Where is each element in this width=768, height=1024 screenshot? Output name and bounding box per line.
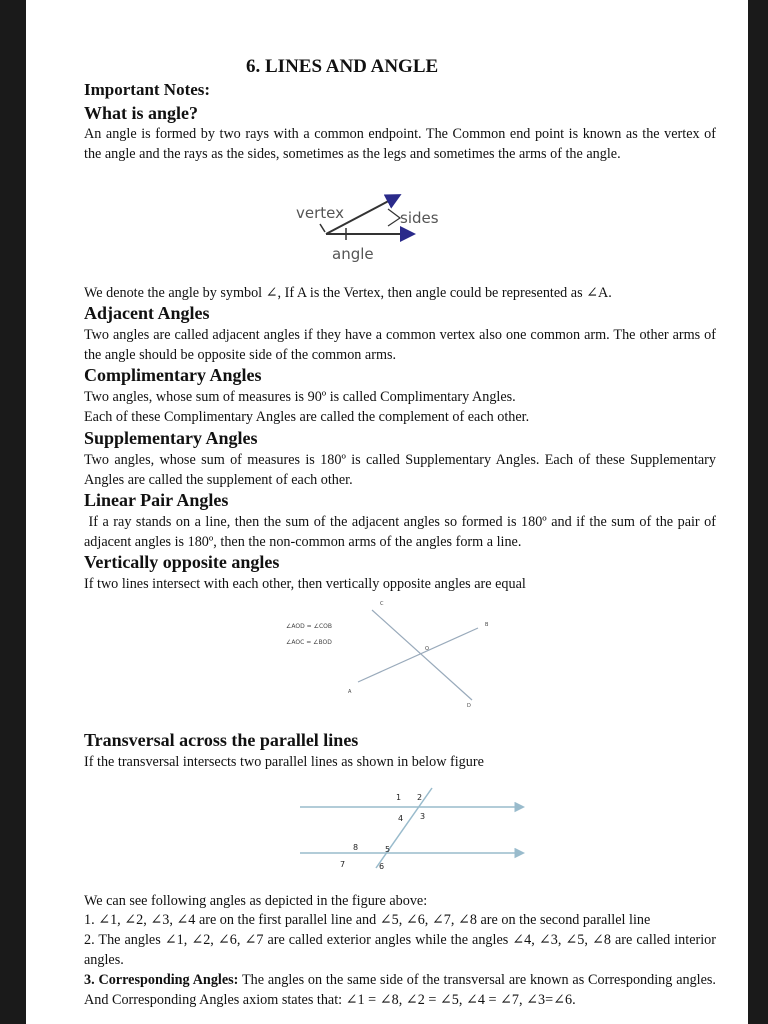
label-d: D <box>467 703 471 709</box>
angle-number-1: 1 <box>396 793 402 802</box>
angle-label: angle <box>332 245 374 263</box>
what-is-angle-heading: What is angle? <box>84 103 199 123</box>
vertically-opposite-text: If two lines intersect with each other, then vertically opposite angles are equal <box>84 576 526 592</box>
corresponding-angles-text: The angles on the same side of the transversal are known as Corresponding angles. And Corresponding Angles axiom states that: ∠1 = ∠8, ∠2 = ∠5, ∠4 = ∠7, ∠3=∠6. <box>84 972 716 1008</box>
label-b: B <box>485 622 489 628</box>
transversal-heading: Transversal across the parallel lines <box>84 730 359 750</box>
complimentary-line1: Two angles, whose sum of measures is 90º is called Complimentary Angles. <box>84 389 516 405</box>
linear-pair-text: If a ray stands on a line, then the sum of the adjacent angles so formed is 180º and if the sum of the pair of adjacent angles is 180º, then the non-common arms of the angles form a line. <box>84 514 720 550</box>
equation-aoc-bod: ∠AOC = ∠BOD <box>286 639 332 646</box>
transversal-line <box>376 788 432 868</box>
complimentary-line2: Each of these Complimentary Angles are called the complement of each other. <box>84 409 530 425</box>
angle-number-5: 5 <box>385 845 391 854</box>
line-ab <box>358 628 478 682</box>
document-page <box>26 0 748 1024</box>
following-intro: We can see following angles as depicted in the figure above: <box>84 893 428 909</box>
angle-number-4: 4 <box>398 814 404 823</box>
what-is-angle-text: An angle is formed by two rays with a common endpoint. The Common end point is known as the vertex of the angle and the rays as the sides, sometimes as the legs and sometimes the arms of the angle. <box>84 126 716 162</box>
denote-text: We denote the angle by symbol ∠, If A is the Vertex, then angle could be represented as ∠A. <box>84 285 612 301</box>
vertex-pointer <box>320 224 325 232</box>
label-a: A <box>348 689 352 695</box>
transversal-text: If the transversal intersects two parallel lines as shown in below figure <box>84 754 484 770</box>
following-item-2: 2. The angles ∠1, ∠2, ∠6, ∠7 are called exterior angles while the angles ∠4, ∠3, ∠5, ∠8 are called interior angles. <box>84 932 716 968</box>
angle-number-2: 2 <box>417 793 423 802</box>
vertically-opposite-heading: Vertically opposite angles <box>84 552 280 572</box>
following-item-1: 1. ∠1, ∠2, ∠3, ∠4 are on the first parallel line and ∠5, ∠6, ∠7, ∠8 are on the second parallel line <box>84 912 651 928</box>
following-item-3 <box>84 970 716 1010</box>
angle-number-6: 6 <box>379 862 385 871</box>
supplementary-text: Two angles, whose sum of measures is 180º is called Supplementary Angles. Each of these Supplementary Angles are called the supplement of each other. <box>84 452 716 488</box>
sides-label: sides <box>400 209 439 227</box>
vertex-label: vertex <box>296 204 344 222</box>
equation-aod-cob: ∠AOD = ∠COB <box>286 623 332 630</box>
angle-number-7: 7 <box>340 860 346 869</box>
transversal-diagram <box>294 776 534 876</box>
angle-diagram <box>288 188 458 268</box>
corresponding-angles-label: 3. Corresponding Angles: <box>84 972 239 988</box>
angle-number-8: 8 <box>353 843 359 852</box>
vertically-opposite-diagram <box>254 596 504 716</box>
page-title: 6. LINES AND ANGLE <box>246 56 439 77</box>
angle-number-3: 3 <box>420 812 426 821</box>
line-cd <box>372 610 472 700</box>
linear-pair-heading: Linear Pair Angles <box>84 490 229 510</box>
label-o: O <box>425 646 429 652</box>
supplementary-heading: Supplementary Angles <box>84 428 258 448</box>
label-c: C <box>380 601 384 607</box>
adjacent-text: Two angles are called adjacent angles if they have a common vertex also one common arm. The other arms of the angle should be opposite side of the common arms. <box>84 327 716 363</box>
sides-brace <box>388 209 400 226</box>
complimentary-heading: Complimentary Angles <box>84 365 262 385</box>
important-notes-heading: Important Notes: <box>84 80 211 99</box>
adjacent-heading: Adjacent Angles <box>84 303 210 323</box>
